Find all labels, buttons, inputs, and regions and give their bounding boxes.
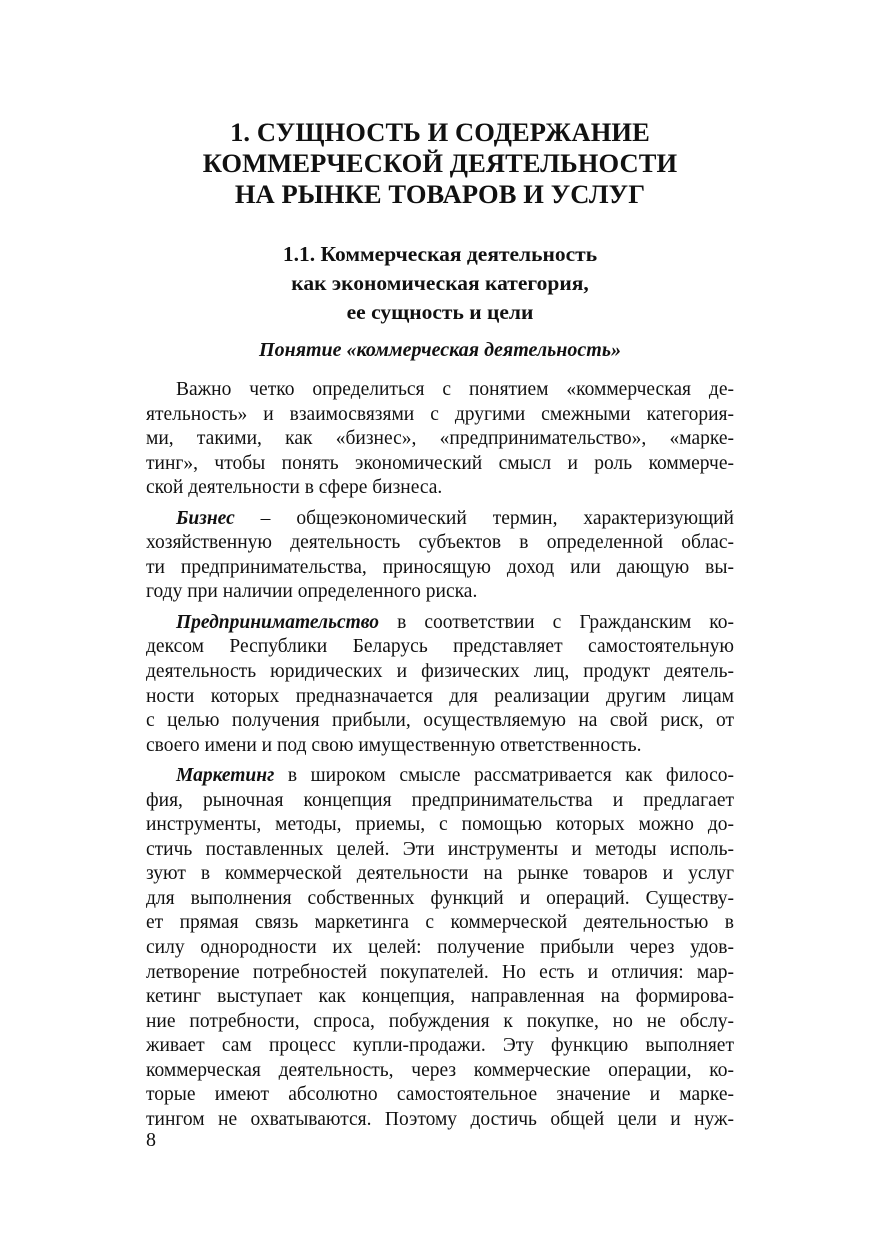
chapter-title-line: НА РЫНКЕ ТОВАРОВ И УСЛУГ bbox=[234, 179, 646, 209]
text-line: фия, рыночная концепция предпринимательства и предлагает bbox=[146, 789, 734, 811]
text-fragment: в соответствии с Гражданским ко- bbox=[379, 611, 734, 633]
paragraph-marketing bbox=[146, 764, 734, 1132]
paragraph-intro bbox=[146, 378, 734, 501]
chapter-title-line: КОММЕРЧЕСКОЙ ДЕЯТЕЛЬНОСТИ bbox=[202, 148, 678, 178]
section-title-line: как экономическая категория, bbox=[291, 271, 589, 295]
subsection-title: Понятие «коммерческая деятельность» bbox=[259, 339, 621, 361]
text-line: с целью получения прибыли, осуществляемую на свой риск, от bbox=[146, 710, 734, 732]
body-text bbox=[146, 378, 734, 1138]
text-line bbox=[146, 611, 734, 636]
text-line bbox=[146, 764, 734, 789]
text-line: ятельность» и взаимосвязями с другими смежными категория- bbox=[146, 403, 734, 425]
section-title-line: ее сущность и цели bbox=[346, 300, 534, 324]
text-line: тингом не охватываются. Поэтому достичь общей цели и нуж- bbox=[146, 1108, 734, 1130]
paragraph-business bbox=[146, 507, 734, 605]
text-line: Важно четко определиться с понятием «коммерческая де- bbox=[176, 379, 734, 400]
text-line: живает сам процесс купли-продажи. Эту функцию выполняет bbox=[146, 1035, 734, 1057]
text-line: ности которых предназначается для реализации другим лицам bbox=[146, 685, 734, 707]
section-title-line: 1.1. Коммерческая деятельность bbox=[282, 242, 598, 266]
text-line: силу однородности их целей: получение прибыли через удов- bbox=[146, 937, 734, 959]
text-line: коммерческая деятельность, через коммерческие операции, ко- bbox=[146, 1059, 734, 1081]
paragraph-entrepreneurship bbox=[146, 611, 734, 758]
text-line: кетинг выступает как концепция, направленная на формирова- bbox=[146, 986, 734, 1008]
text-line: инструменты, методы, приемы, с помощью которых можно до- bbox=[146, 814, 734, 836]
text-line: ми, такими, как «бизнес», «предпринимательство», «марке- bbox=[146, 428, 734, 450]
section-title bbox=[146, 240, 734, 327]
page-number: 8 bbox=[146, 1129, 156, 1151]
text-line: ет прямая связь маркетинга с коммерческой деятельностью в bbox=[146, 912, 734, 934]
chapter-title-line: 1. СУЩНОСТЬ И СОДЕРЖАНИЕ bbox=[230, 117, 650, 147]
text-line: деятельность юридических и физических лиц, продукт деятель- bbox=[146, 661, 734, 683]
text-line: стичь поставленных целей. Эти инструменты и методы исполь- bbox=[146, 838, 734, 860]
text-line: ти предпринимательства, приносящую доход или дающую вы- bbox=[146, 556, 734, 578]
text-line: ской деятельности в сфере бизнеса. bbox=[146, 477, 443, 499]
text-line: дексом Республики Беларусь представляет самостоятельную bbox=[146, 636, 734, 658]
text-line: хозяйственную деятельность субъектов в определенной облас- bbox=[146, 532, 734, 554]
text-line: году при наличии определенного риска. bbox=[146, 581, 478, 603]
term-entrepreneurship: Предпринимательство bbox=[176, 611, 380, 633]
text-line: тинг», чтобы понять экономический смысл и роль коммерче- bbox=[146, 452, 734, 474]
term-marketing: Маркетинг bbox=[176, 765, 275, 787]
text-line: зуют в коммерческой деятельности на рынке товаров и услуг bbox=[146, 863, 734, 885]
term-business: Бизнес bbox=[176, 507, 235, 529]
text-fragment: в широком смысле рассматривается как филосо- bbox=[274, 765, 734, 787]
chapter-title bbox=[146, 117, 734, 210]
text-line: торые имеют абсолютно самостоятельное значение и марке- bbox=[146, 1084, 734, 1106]
text-line: летворение потребностей покупателей. Но есть и отличия: мар- bbox=[146, 961, 734, 983]
text-line: своего имени и под свою имущественную ответственность. bbox=[146, 734, 642, 756]
text-fragment: – общеэкономический термин, характеризующий bbox=[234, 507, 734, 529]
text-line bbox=[146, 507, 734, 532]
text-line: для выполнения собственных функций и операций. Существу- bbox=[146, 887, 734, 909]
text-line: ние потребности, спроса, побуждения к покупке, но не обслу- bbox=[146, 1010, 734, 1032]
